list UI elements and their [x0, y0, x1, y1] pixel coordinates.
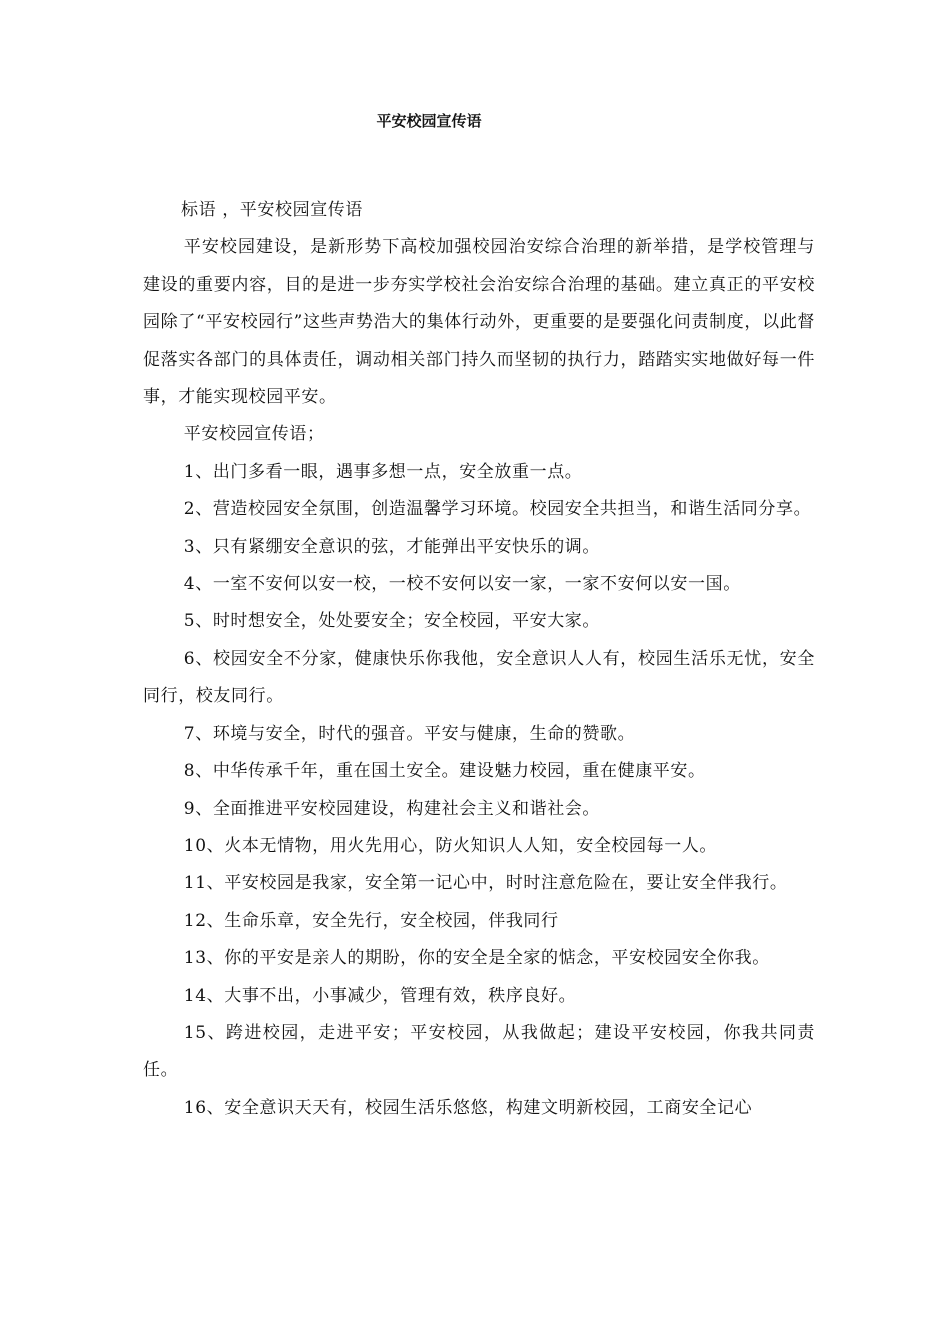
slogan-item: 3、只有紧绷安全意识的弦，才能弹出平安快乐的调。	[183, 536, 601, 557]
slogan-item: 5、时时想安全，处处要安全；安全校园，平安大家。	[183, 611, 601, 632]
slogan-item: 13、你的平安是亲人的期盼，你的安全是全家的惦念，平安校园安全你我。	[183, 948, 770, 969]
document-subtitle: 标语 ，平安校园宣传语	[181, 200, 364, 220]
document-title: 平安校园宣传语	[376, 112, 482, 130]
intro-paragraph: 平安校园建设，是新形势下高校加强校园治安综合治理的新举措，是学校管理与建设的重要内容，目的是进一步夯实学校社会治安综合治理的基础。建立真正的平安校园除了“平安校园行”这些声势浩大的集体行动外，更重要的是要强化问责制度，以此督促落实各部门的具体责任，调动相关部门持久而坚韧的执行力，踏踏实实地做好每一件事，才能实现校园平安。	[143, 237, 815, 408]
slogan-item: 2、营造校园安全氛围，创造温馨学习环境。校园安全共担当，和谐生活同分享。	[183, 499, 812, 520]
slogan-item: 10、火本无情物，用火先用心，防火知识人人知，安全校园每一人。	[183, 835, 718, 856]
slogan-item: 6、校园安全不分家，健康快乐你我他，安全意识人人有，校园生活乐无忧，安全同行，校友同行。	[143, 648, 815, 707]
slogan-item: 1、出门多看一眼，遇事多想一点，安全放重一点。	[183, 461, 583, 482]
slogan-item: 12、生命乐章，安全先行，安全校园，伴我同行	[183, 910, 559, 931]
slogan-list-heading: 平安校园宣传语；	[183, 424, 325, 445]
document-body	[143, 192, 815, 1127]
slogan-item: 16、安全意识天天有，校园生活乐悠悠，构建文明新校园，工商安全记心	[183, 1097, 753, 1118]
slogan-item: 15、跨进校园，走进平安；平安校园，从我做起；建设平安校园，你我共同责任。	[143, 1022, 815, 1081]
slogan-item: 4、一室不安何以安一校，一校不安何以安一家，一家不安何以安一国。	[183, 574, 741, 595]
slogan-item: 11、平安校园是我家，安全第一记心中，时时注意危险在，要让安全伴我行。	[183, 873, 788, 894]
slogan-item: 14、大事不出，小事减少，管理有效，秩序良好。	[183, 985, 577, 1006]
slogan-item: 9、全面推进平安校园建设，构建社会主义和谐社会。	[183, 798, 601, 819]
slogan-item: 7、环境与安全，时代的强音。平安与健康，生命的赞歌。	[183, 723, 636, 744]
slogan-item: 8、中华传承千年，重在国土安全。建设魅力校园，重在健康平安。	[183, 761, 706, 782]
